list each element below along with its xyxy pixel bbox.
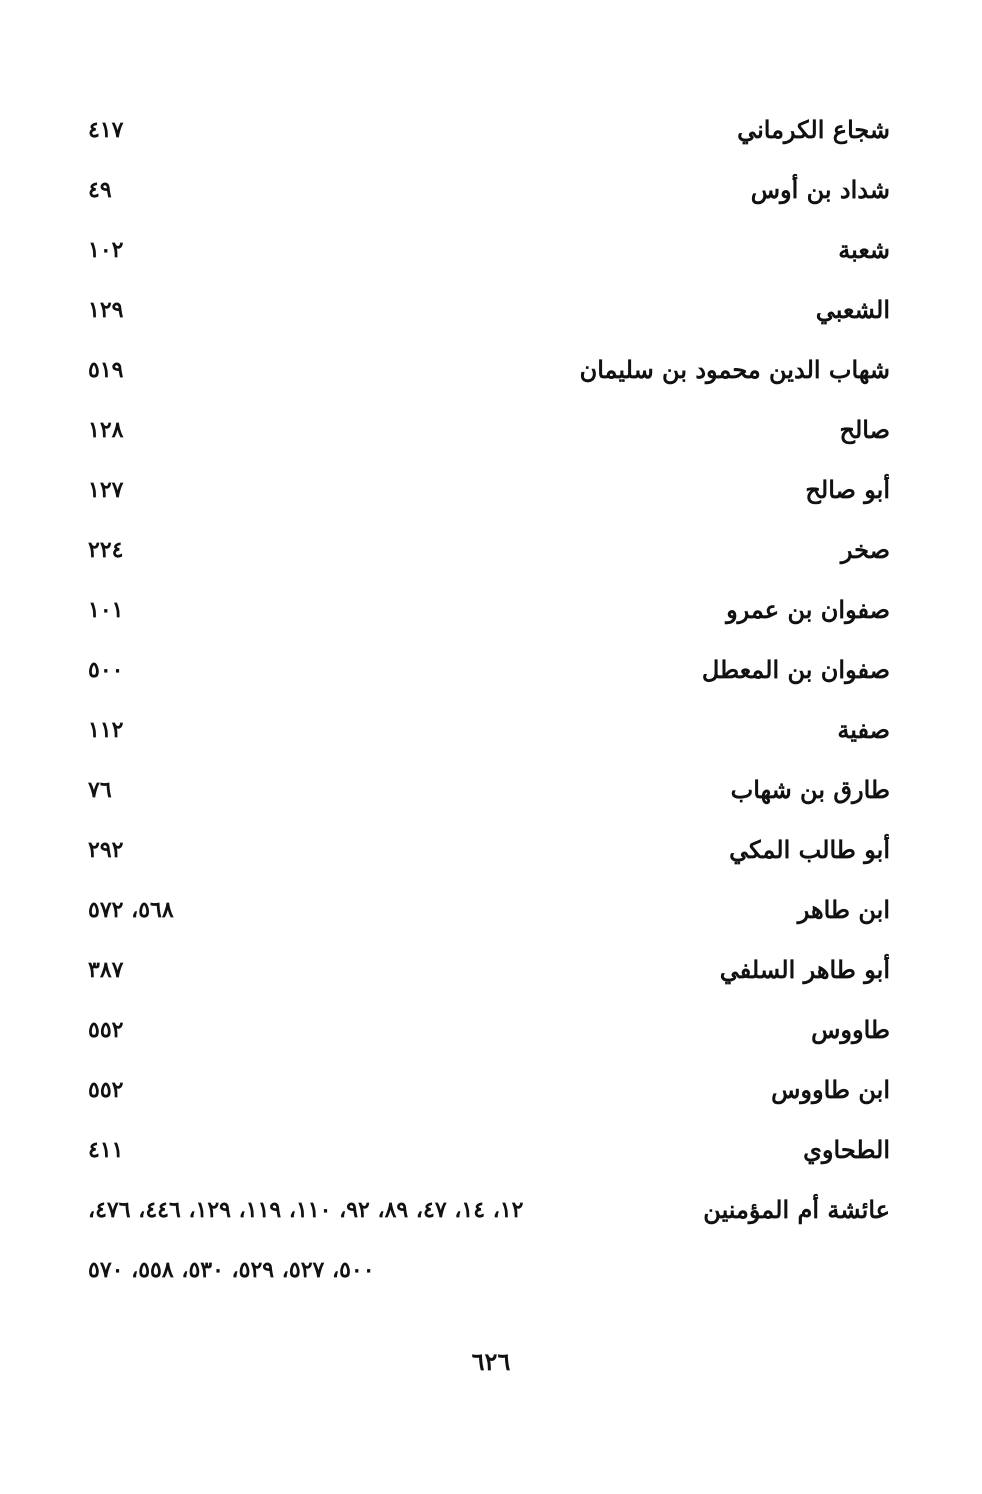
entry-name: شعبة — [838, 235, 890, 264]
entry-pages: ٢٩٢ — [88, 837, 124, 863]
entry-name: شهاب الدين محمود بن سليمان — [579, 355, 890, 384]
index-entry — [80, 1070, 890, 1110]
entry-name: الطحاوي — [803, 1135, 890, 1164]
index-entry — [80, 890, 890, 930]
entry-pages: ١٢٧ — [88, 477, 124, 503]
page-number: ٦٢٦ — [471, 1347, 511, 1376]
index-entry — [80, 1190, 890, 1230]
entry-pages: ٥١٩ — [88, 357, 124, 383]
entry-pages: ٥٦٨، ٥٧٢ — [88, 897, 174, 923]
entry-name: أبو صالح — [805, 475, 890, 504]
entry-name: شجاع الكرماني — [737, 115, 890, 144]
index-entry — [80, 830, 890, 870]
entry-pages: ١١٢ — [88, 717, 124, 743]
index-entry — [80, 590, 890, 630]
index-entry — [80, 170, 890, 210]
entry-name: طاووس — [811, 1015, 890, 1044]
entry-pages: ٤١١ — [88, 1137, 124, 1163]
entry-name: ابن طاووس — [771, 1075, 890, 1104]
index-entry — [80, 530, 890, 570]
entry-name: ابن طاهر — [797, 895, 890, 924]
index-entry — [80, 470, 890, 510]
entry-name: أبو طاهر السلفي — [719, 955, 890, 984]
entry-pages-continuation: ٥٠٠، ٥٢٧، ٥٢٩، ٥٣٠، ٥٥٨، ٥٧٠ — [88, 1257, 375, 1283]
entry-pages: ١٢٨ — [88, 417, 124, 443]
index-entry — [80, 290, 890, 330]
index-entry — [80, 230, 890, 270]
entry-name: صفوان بن المعطل — [701, 655, 890, 684]
index-entry — [80, 950, 890, 990]
entry-pages: ٤٩ — [88, 177, 112, 203]
entry-pages: ٧٦ — [88, 777, 112, 803]
entry-name: أبو طالب المكي — [729, 835, 890, 864]
index-entry — [80, 110, 890, 150]
entry-name: صفوان بن عمرو — [726, 595, 890, 624]
entry-pages: ٢٢٤ — [88, 537, 124, 563]
index-entry — [80, 410, 890, 450]
entry-name: صالح — [839, 415, 890, 444]
index-entry — [80, 650, 890, 690]
index-entry — [80, 710, 890, 750]
entry-pages: ٥٥٢ — [88, 1017, 124, 1043]
entry-pages: ١٢٩ — [88, 297, 124, 323]
entry-pages: ٣٨٧ — [88, 957, 124, 983]
entry-pages: ١٠٢ — [88, 237, 124, 263]
index-entry — [80, 350, 890, 390]
index-entry — [80, 1130, 890, 1170]
entry-name: شداد بن أوس — [750, 175, 890, 204]
entry-pages: ١٢، ١٤، ٤٧، ٨٩، ٩٢، ١١٠، ١١٩، ١٢٩، ٤٤٦، ٤٧٦، — [88, 1197, 524, 1223]
entry-pages: ١٠١ — [88, 597, 124, 623]
entry-name: صخر — [840, 535, 890, 564]
entry-name: الشعبي — [815, 295, 890, 324]
index-entry — [80, 1010, 890, 1050]
entry-pages: ٥٥٢ — [88, 1077, 124, 1103]
entry-name: صفية — [837, 715, 890, 744]
entry-name: عائشة أم المؤمنين — [703, 1195, 890, 1224]
entry-pages: ٤١٧ — [88, 117, 124, 143]
entry-pages: ٥٠٠ — [88, 657, 124, 683]
entry-name: طارق بن شهاب — [730, 775, 890, 804]
index-entry — [80, 770, 890, 810]
